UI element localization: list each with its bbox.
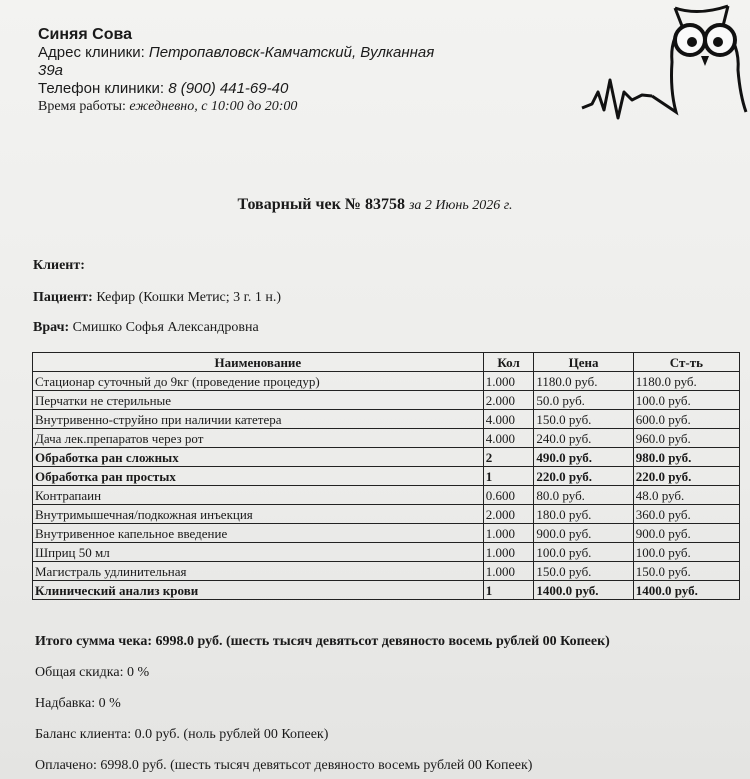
cell-qty: 1.000 [483, 543, 534, 562]
cell-name: Обработка ран простых [33, 467, 484, 486]
cell-price: 220.0 руб. [534, 467, 633, 486]
receipt-number: Товарный чек № 83758 [237, 196, 405, 213]
patient-label: Пациент: [33, 290, 93, 305]
table-row [33, 562, 740, 581]
patient-value: Кефир (Кошки Метис; 3 г. 1 н.) [96, 290, 281, 305]
header-qty: Кол [483, 353, 534, 372]
doctor-field [33, 320, 259, 336]
cell-total: 220.0 руб. [633, 467, 739, 486]
clinic-header [38, 26, 434, 116]
cell-total: 1400.0 руб. [633, 581, 739, 600]
cell-total: 900.0 руб. [633, 524, 739, 543]
cell-name: Внутримышечная/подкожная инъекция [33, 505, 484, 524]
cell-total: 48.0 руб. [633, 486, 739, 505]
table-header-row [33, 353, 740, 372]
table-row [33, 391, 740, 410]
address-value-2: 39а [38, 62, 64, 79]
markup: Надбавка: 0 % [35, 696, 121, 711]
doctor-label: Врач: [33, 320, 70, 335]
clinic-hours [38, 98, 434, 116]
cell-qty: 4.000 [483, 410, 534, 429]
cell-name: Магистраль удлинительная [33, 562, 484, 581]
client-field [33, 258, 85, 274]
cell-name: Внутривенное капельное введение [33, 524, 484, 543]
cell-price: 150.0 руб. [534, 410, 633, 429]
cell-qty: 1.000 [483, 372, 534, 391]
table-row [33, 581, 740, 600]
clinic-address [38, 44, 434, 62]
cell-qty: 1 [483, 467, 534, 486]
cell-price: 50.0 руб. [534, 391, 633, 410]
cell-qty: 1.000 [483, 524, 534, 543]
phone-value: 8 (900) 441-69-40 [168, 80, 289, 97]
patient-field [33, 290, 281, 306]
cell-qty: 1 [483, 581, 534, 600]
cell-qty: 1.000 [483, 562, 534, 581]
cell-price: 1180.0 руб. [534, 372, 633, 391]
cell-name: Обработка ран сложных [33, 448, 484, 467]
hours-value: ежедневно, с 10:00 до 20:00 [129, 99, 298, 114]
address-label: Адрес клиники: [38, 44, 145, 61]
services-table [32, 352, 740, 600]
phone-label: Телефон клиники: [38, 80, 165, 97]
table-row [33, 505, 740, 524]
address-value: Петропавловск-Камчатский, Вулканная [148, 44, 435, 61]
cell-name: Контрапаин [33, 486, 484, 505]
cell-price: 180.0 руб. [534, 505, 633, 524]
cell-qty: 4.000 [483, 429, 534, 448]
cell-name: Шприц 50 мл [33, 543, 484, 562]
cell-total: 100.0 руб. [633, 391, 739, 410]
cell-qty: 2.000 [483, 391, 534, 410]
table-row [33, 429, 740, 448]
cell-price: 490.0 руб. [534, 448, 633, 467]
header-name: Наименование [33, 353, 484, 372]
cell-price: 80.0 руб. [534, 486, 633, 505]
cell-price: 150.0 руб. [534, 562, 633, 581]
cell-price: 240.0 руб. [534, 429, 633, 448]
hours-label: Время работы: [38, 99, 126, 114]
doctor-value: Смишко Софья Александровна [72, 320, 259, 335]
cell-name: Стационар суточный до 9кг (проведение процедур) [33, 372, 484, 391]
table-row [33, 467, 740, 486]
client-label: Клиент: [33, 258, 85, 273]
cell-total: 600.0 руб. [633, 410, 739, 429]
table-row [33, 543, 740, 562]
cell-total: 150.0 руб. [633, 562, 739, 581]
table-body [33, 372, 740, 600]
cell-name: Внутривенно-струйно при наличии катетера [33, 410, 484, 429]
discount: Общая скидка: 0 % [35, 665, 150, 680]
cell-name: Клинический анализ крови [33, 581, 484, 600]
table-row [33, 486, 740, 505]
cell-total: 1180.0 руб. [633, 372, 739, 391]
cell-qty: 0.600 [483, 486, 534, 505]
table-row [33, 372, 740, 391]
receipt-date: за 2 Июнь 2026 г. [408, 198, 513, 213]
clinic-name: Синяя Сова [38, 26, 133, 43]
receipt-title [0, 196, 750, 214]
table-row [33, 524, 740, 543]
cell-price: 100.0 руб. [534, 543, 633, 562]
clinic-phone [38, 80, 434, 98]
cell-name: Перчатки не стерильные [33, 391, 484, 410]
cell-name: Дача лек.препаратов через рот [33, 429, 484, 448]
total-sum: Итого сумма чека: 6998.0 руб. (шесть тысяч девятьсот девяносто восемь рублей 00 Копеек) [35, 634, 610, 649]
paid-amount: Оплачено: 6998.0 руб. (шесть тысяч девятьсот девяносто восемь рублей 00 Копеек) [35, 758, 533, 773]
cell-total: 360.0 руб. [633, 505, 739, 524]
cell-qty: 2.000 [483, 505, 534, 524]
cell-total: 960.0 руб. [633, 429, 739, 448]
cell-qty: 2 [483, 448, 534, 467]
table-row [33, 410, 740, 429]
header-price: Цена [534, 353, 633, 372]
client-balance: Баланс клиента: 0.0 руб. (ноль рублей 00 Копеек) [35, 727, 329, 742]
cell-total: 100.0 руб. [633, 543, 739, 562]
cell-price: 1400.0 руб. [534, 581, 633, 600]
header-total: Ст-ть [633, 353, 739, 372]
owl-logo-icon [580, 0, 750, 130]
cell-price: 900.0 руб. [534, 524, 633, 543]
table-row [33, 448, 740, 467]
cell-total: 980.0 руб. [633, 448, 739, 467]
